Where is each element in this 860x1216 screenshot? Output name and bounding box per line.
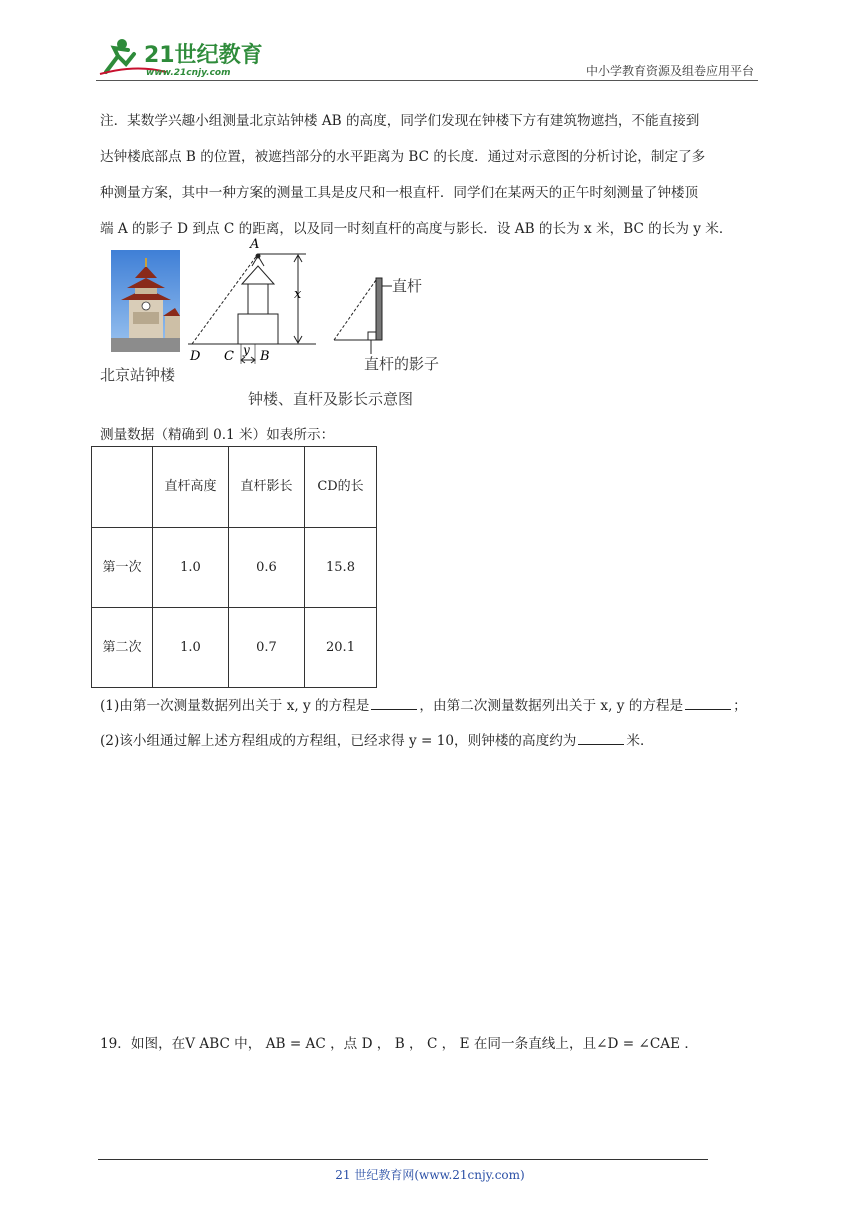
answer-blank — [578, 730, 624, 745]
label-y: y — [243, 343, 250, 357]
logo-url: www.21cnjy.com — [146, 68, 231, 78]
answer-blank — [371, 695, 417, 710]
intro-line: 达钟楼底部点 B 的位置，被遮挡部分的水平距离为 BC 的长度．通过对示意图的分析讨论，制定了多 — [100, 149, 706, 165]
intro-line: 注．某数学兴趣小组测量北京站钟楼 AB 的高度，同学们发现在钟楼下方有建筑物遮挡，不能直接到 — [100, 113, 700, 129]
table-cell: 1.0 — [153, 528, 229, 608]
table-header-cell: 直杆影长 — [229, 447, 305, 528]
table-header-cell — [92, 447, 153, 528]
q2-text: (2)该小组通过解上述方程组成的方程组，已经求得 y = 10，则钟楼的高度约为 — [100, 733, 577, 749]
table-header-cell: CD的长 — [305, 447, 377, 528]
q2-text-end: 米． — [626, 733, 654, 749]
label-d: D — [190, 349, 201, 364]
intro-line: 端 A 的影子 D 到点 C 的距离，以及同一时刻直杆的高度与影长．设 AB 的长为 x 米，BC 的长为 y 米． — [100, 221, 733, 237]
question-2 — [100, 729, 654, 749]
tower-rod-shadow-diagram — [186, 236, 466, 376]
table-row — [92, 608, 377, 688]
header-platform-text: 中小学教育资源及组卷应用平台 — [585, 64, 754, 78]
table-cell: 1.0 — [153, 608, 229, 688]
answer-blank — [685, 695, 731, 710]
logo-text: 21世纪教育 — [144, 43, 263, 68]
question-1 — [100, 694, 747, 714]
figure-caption: 钟楼、直杆及影长示意图 — [248, 390, 414, 408]
label-a: A — [250, 237, 260, 252]
table-cell: 0.7 — [229, 608, 305, 688]
q1-text-b: ，由第二次测量数据列出关于 x, y 的方程是 — [419, 698, 684, 714]
table-intro: 测量数据（精确到 0.1 米）如表所示： — [100, 427, 335, 443]
problem-intro — [100, 103, 760, 247]
table-cell: 15.8 — [305, 528, 377, 608]
site-logo — [96, 34, 266, 80]
footer-text: 21 世纪教育网(www.21cnjy.com) — [335, 1168, 525, 1182]
table-cell: 第一次 — [92, 528, 153, 608]
table-header-row — [92, 447, 377, 528]
question-19: 19．如图，在V ABC 中， AB = AC ，点 D ， B ， C ， E 在同一条直线上，且∠D = ∠CAE ． — [100, 1036, 698, 1052]
photo-caption: 北京站钟楼 — [100, 366, 176, 384]
table-cell: 0.6 — [229, 528, 305, 608]
label-x: x — [294, 287, 302, 302]
measurement-table — [91, 446, 377, 688]
q1-text-end: ； — [733, 698, 747, 714]
label-c: C — [224, 349, 234, 364]
q1-text-a: (1)由第一次测量数据列出关于 x, y 的方程是 — [100, 698, 370, 714]
intro-line: 种测量方案，其中一种方案的测量工具是皮尺和一根直杆．同学们在某两天的正午时刻测量了钟楼顶 — [100, 185, 699, 201]
table-row — [92, 528, 377, 608]
table-cell: 第二次 — [92, 608, 153, 688]
footer-divider — [98, 1159, 708, 1160]
clock-tower-photo — [111, 250, 180, 352]
shadow-label: 直杆的影子 — [364, 355, 440, 373]
table-cell: 20.1 — [305, 608, 377, 688]
table-header-cell: 直杆高度 — [153, 447, 229, 528]
rod-label: 直杆 — [392, 277, 423, 295]
header-divider — [96, 80, 758, 81]
label-b: B — [260, 349, 270, 364]
